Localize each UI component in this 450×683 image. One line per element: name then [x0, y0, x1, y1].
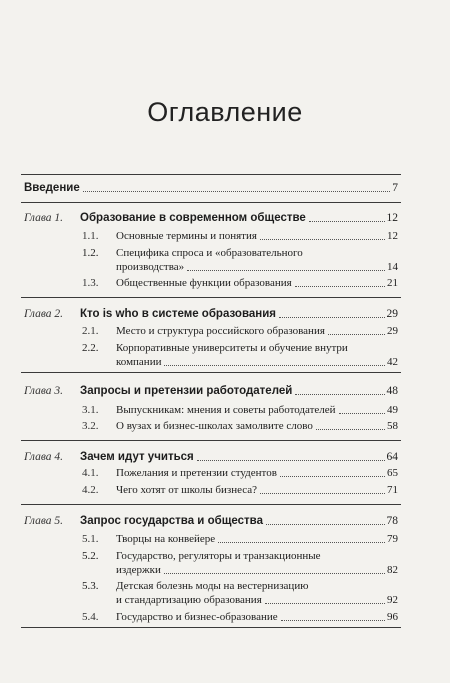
divider: [21, 174, 401, 175]
leader-dots: [265, 603, 385, 604]
toc-item-page: 14: [387, 261, 398, 273]
chapter-page: 64: [386, 451, 398, 463]
divider: [21, 297, 401, 298]
leader-dots: [281, 620, 385, 621]
leader-dots: [279, 317, 385, 318]
leader-dots: [295, 286, 385, 287]
chapter-title: Запросы и претензии работодателей: [80, 385, 293, 397]
toc-chapter-entry[interactable]: [24, 515, 398, 527]
leader-dots: [339, 413, 385, 414]
toc-item-page: 96: [387, 611, 398, 623]
toc-item-page: 29: [387, 325, 398, 337]
toc-item-page: 71: [387, 484, 398, 496]
leader-dots: [266, 524, 385, 525]
toc-item-entry[interactable]: [116, 594, 398, 606]
toc-item-page: 58: [387, 420, 398, 432]
toc-item-entry[interactable]: [82, 484, 398, 496]
chapter-number: Глава 4.: [24, 451, 63, 463]
leader-dots: [260, 493, 385, 494]
toc-item-entry[interactable]: [116, 564, 398, 576]
toc-item-title: Государство и бизнес-образование: [116, 611, 278, 623]
leader-dots: [309, 221, 385, 222]
leader-dots: [260, 239, 385, 240]
divider: [21, 440, 401, 441]
toc-item-entry[interactable]: [82, 325, 398, 337]
toc-item-number: 1.3.: [82, 277, 99, 289]
leader-dots: [280, 476, 385, 477]
leader-dots: [295, 394, 384, 395]
toc-item-number: 1.2.: [82, 247, 99, 259]
toc-item-number: 5.1.: [82, 533, 99, 545]
divider: [21, 372, 401, 373]
toc-item-number: 2.1.: [82, 325, 99, 337]
toc-item-entry[interactable]: [82, 277, 398, 289]
chapter-title: Образование в современном обществе: [80, 212, 306, 224]
leader-dots: [218, 542, 385, 543]
toc-item-entry[interactable]: [116, 356, 398, 368]
toc-item-entry[interactable]: [82, 467, 398, 479]
leader-dots: [164, 573, 385, 574]
leader-dots: [197, 460, 385, 461]
toc-item-entry[interactable]: [82, 611, 398, 623]
chapter-page: 78: [386, 515, 398, 527]
toc-item-page: 12: [387, 230, 398, 242]
toc-item-page: 21: [387, 277, 398, 289]
toc-item-first-line: Корпоративные университеты и обучение внутри: [116, 342, 348, 354]
toc-item-page: 92: [387, 594, 398, 606]
chapter-title: Зачем идут учиться: [80, 451, 194, 463]
toc-item-title: О вузах и бизнес-школах замолвите слово: [116, 420, 313, 432]
toc-item-title: Основные термины и понятия: [116, 230, 257, 242]
toc-item-first-line: Государство, регуляторы и транзакционные: [116, 550, 321, 562]
toc-item-entry[interactable]: [82, 420, 398, 432]
chapter-page: 48: [386, 385, 398, 397]
toc-item-number: 4.2.: [82, 484, 99, 496]
toc-item-title: Место и структура российского образования: [116, 325, 325, 337]
leader-dots: [187, 270, 385, 271]
toc-item-page: 65: [387, 467, 398, 479]
toc-item-number: 3.2.: [82, 420, 99, 432]
toc-item-title: Общественные функции образования: [116, 277, 292, 289]
toc-item-number: 1.1.: [82, 230, 99, 242]
toc-item-title: производства»: [116, 261, 185, 273]
chapter-page: 12: [386, 212, 398, 224]
toc-item-first-line: Специфика спроса и «образовательного: [116, 247, 303, 259]
divider: [21, 202, 401, 203]
toc-chapter-entry[interactable]: [24, 451, 398, 463]
leader-dots: [328, 334, 385, 335]
divider: [21, 627, 401, 628]
toc-chapter-entry[interactable]: [24, 308, 398, 320]
toc-item-page: 42: [387, 356, 398, 368]
divider: [21, 504, 401, 505]
toc-item-page: 82: [387, 564, 398, 576]
chapter-number: Глава 5.: [24, 515, 63, 527]
toc-item-entry[interactable]: [82, 404, 398, 416]
toc-chapter-entry[interactable]: [24, 212, 398, 224]
toc-item-title: Пожелания и претензии студентов: [116, 467, 277, 479]
intro-page: 7: [392, 182, 398, 194]
toc-item-number: 5.4.: [82, 611, 99, 623]
chapter-title: Запрос государства и общества: [80, 515, 263, 527]
toc-item-title: компании: [116, 356, 162, 368]
toc-item-page: 49: [387, 404, 398, 416]
toc-item-title: Выпускникам: мнения и советы работодателей: [116, 404, 336, 416]
chapter-number: Глава 3.: [24, 385, 63, 397]
page-title: Оглавление: [147, 97, 303, 127]
toc-item-entry[interactable]: [82, 230, 398, 242]
chapter-title: Кто is who в системе образования: [80, 308, 276, 320]
toc-item-entry[interactable]: [82, 533, 398, 545]
intro-label: Введение: [24, 182, 80, 194]
chapter-page: 29: [386, 308, 398, 320]
toc-chapter-entry[interactable]: [24, 385, 398, 397]
leader-dots: [316, 429, 385, 430]
toc-item-number: 3.1.: [82, 404, 99, 416]
toc-item-title: Чего хотят от школы бизнеса?: [116, 484, 258, 496]
toc-intro-entry[interactable]: [24, 182, 398, 194]
toc-item-page: 79: [387, 533, 398, 545]
toc-item-title: и стандартизацию образования: [116, 594, 262, 606]
toc-item-title: издержки: [116, 564, 161, 576]
leader-dots: [164, 365, 385, 366]
chapter-number: Глава 2.: [24, 308, 63, 320]
toc-item-number: 5.3.: [82, 580, 99, 592]
toc-item-number: 5.2.: [82, 550, 99, 562]
toc-item-number: 2.2.: [82, 342, 99, 354]
toc-item-first-line: Детская болезнь моды на вестернизацию: [116, 580, 309, 592]
toc-item-title: Творцы на конвейере: [116, 533, 216, 545]
leader-dots: [83, 191, 391, 192]
chapter-number: Глава 1.: [24, 212, 63, 224]
toc-item-number: 4.1.: [82, 467, 99, 479]
toc-item-entry[interactable]: [116, 261, 398, 273]
